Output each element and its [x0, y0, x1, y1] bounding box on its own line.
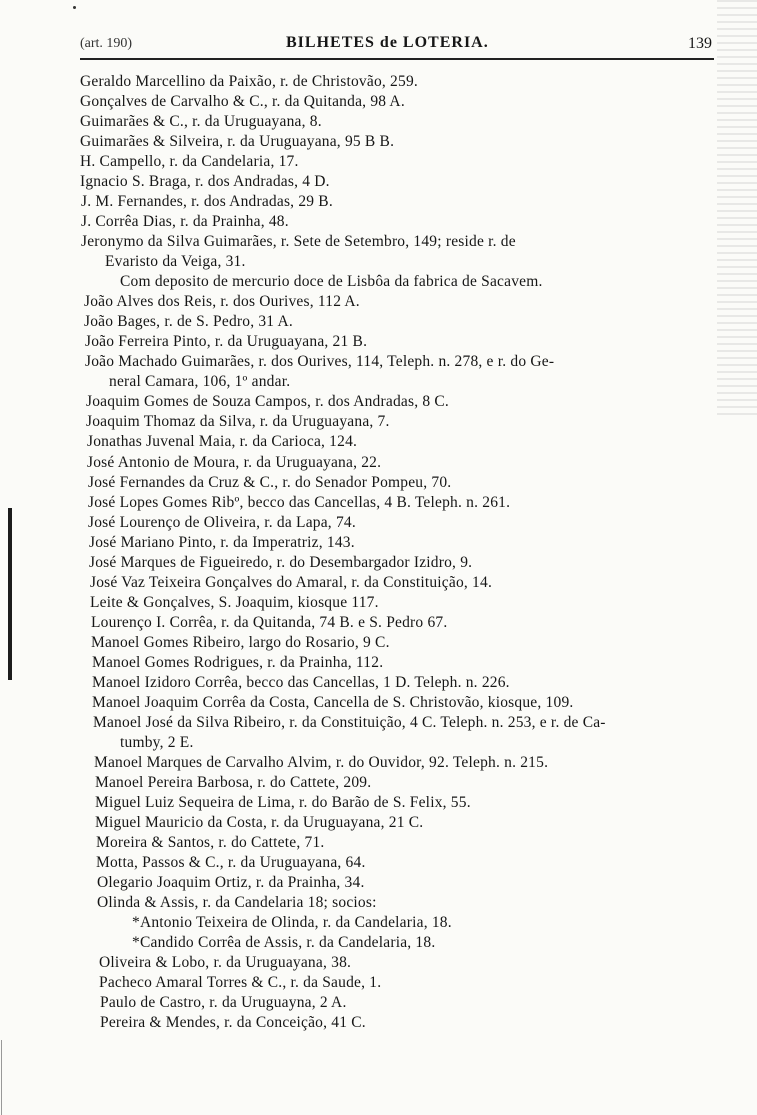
list-item: Olinda & Assis, r. da Candelaria 18; socios: — [97, 894, 377, 911]
list-item: Guimarães & Silveira, r. da Uruguayana, 95 B B. — [80, 133, 395, 150]
list-item: Jeronymo da Silva Guimarães, r. Sete de Setembro, 149; reside r. de — [81, 233, 516, 250]
list-item: Olegario Joaquim Ortiz, r. da Prainha, 34. — [97, 874, 365, 891]
margin-mark — [8, 508, 12, 680]
list-item: Manoel Pereira Barbosa, r. do Cattete, 209. — [95, 774, 372, 791]
list-item: H. Campello, r. da Candelaria, 17. — [80, 153, 299, 170]
list-item: João Ferreira Pinto, r. da Uruguayana, 21 B. — [85, 333, 368, 350]
list-item: José Antonio de Moura, r. da Uruguayana, 22. — [87, 454, 382, 471]
list-item: Manoel Izidoro Corrêa, becco das Cancellas, 1 D. Teleph. n. 226. — [92, 674, 510, 691]
list-item-continuation: tumby, 2 E. — [120, 734, 194, 751]
page-number: 139 — [688, 35, 712, 52]
list-item: Geraldo Marcellino da Paixão, r. de Christovão, 259. — [80, 73, 418, 90]
list-item: Guimarães & C., r. da Uruguayana, 8. — [80, 113, 322, 130]
list-item: Manoel José da Silva Ribeiro, r. da Constituição, 4 C. Teleph. n. 253, e r. de Ca- — [93, 714, 606, 731]
list-item: José Lourenço de Oliveira, r. da Lapa, 74. — [88, 514, 356, 531]
list-item: Jonathas Juvenal Maia, r. da Carioca, 124. — [87, 433, 358, 450]
list-item: Manoel Marques de Carvalho Alvim, r. do Ouvidor, 92. Teleph. n. 215. — [94, 754, 549, 771]
list-item: Pacheco Amaral Torres & C., r. da Saude, 1. — [99, 974, 382, 991]
list-item: João Alves dos Reis, r. dos Ourives, 112 A. — [84, 293, 360, 310]
list-item: José Fernandes da Cruz & C., r. do Senador Pompeu, 70. — [88, 474, 452, 491]
list-item: João Bages, r. de S. Pedro, 31 A. — [84, 313, 293, 330]
list-item: Joaquim Thomaz da Silva, r. da Uruguayana, 7. — [86, 413, 390, 430]
list-item: Oliveira & Lobo, r. da Uruguayana, 38. — [99, 954, 352, 971]
list-item: Moreira & Santos, r. do Cattete, 71. — [96, 834, 325, 851]
list-item: Motta, Passos & C., r. da Uruguayana, 64. — [96, 854, 366, 871]
article-reference: (art. 190) — [80, 36, 133, 51]
list-item: Manoel Joaquim Corrêa da Costa, Cancella de S. Christovão, kiosque, 109. — [92, 694, 574, 711]
list-subitem: *Candido Corrêa de Assis, r. da Candelaria, 18. — [132, 934, 436, 951]
list-item: Joaquim Gomes de Souza Campos, r. dos Andradas, 8 C. — [86, 393, 449, 410]
list-item: Lourenço I. Corrêa, r. da Quitanda, 74 B. e S. Pedro 67. — [91, 614, 448, 631]
list-item: Miguel Luiz Sequeira de Lima, r. do Barão de S. Felix, 55. — [95, 794, 471, 811]
list-item: Miguel Mauricio da Costa, r. da Uruguayana, 21 C. — [95, 814, 424, 831]
list-item-continuation: neral Camara, 106, 1º andar. — [109, 373, 291, 390]
list-item: J. M. Fernandes, r. dos Andradas, 29 B. — [81, 193, 333, 210]
list-item: Leite & Gonçalves, S. Joaquim, kiosque 117. — [90, 594, 379, 611]
page-edge-speckle — [717, 0, 757, 420]
section-title: BILHETES de LOTERIA. — [286, 34, 489, 51]
list-item: Ignacio S. Braga, r. dos Andradas, 4 D. — [80, 173, 330, 190]
page-header — [80, 34, 712, 56]
list-item-note: Com deposito de mercurio doce de Lisbôa da fabrica de Sacavem. — [120, 273, 543, 290]
list-item: Manoel Gomes Ribeiro, largo do Rosario, 9 C. — [91, 634, 390, 651]
list-subitem: *Antonio Teixeira de Olinda, r. da Candelaria, 18. — [132, 914, 452, 931]
list-item: J. Corrêa Dias, r. da Prainha, 48. — [81, 213, 289, 230]
list-item: Paulo de Castro, r. da Uruguayna, 2 A. — [100, 994, 347, 1011]
list-item-continuation: Evaristo da Veiga, 31. — [105, 253, 246, 270]
list-item: José Lopes Gomes Ribº, becco das Cancellas, 4 B. Teleph. n. 261. — [88, 494, 511, 511]
list-item: José Vaz Teixeira Gonçalves do Amaral, r. da Constituição, 14. — [90, 574, 493, 591]
ink-dot — [73, 6, 76, 9]
list-item: José Marques de Figueiredo, r. do Desembargador Izidro, 9. — [89, 554, 473, 571]
list-item: Pereira & Mendes, r. da Conceição, 41 C. — [100, 1014, 366, 1031]
list-item: José Mariano Pinto, r. da Imperatriz, 143. — [89, 534, 355, 551]
list-item: Gonçalves de Carvalho & C., r. da Quitanda, 98 A. — [80, 93, 405, 110]
list-item: Manoel Gomes Rodrigues, r. da Prainha, 112. — [92, 654, 384, 671]
list-item: João Machado Guimarães, r. dos Ourives, 114, Teleph. n. 278, e r. do Ge- — [85, 353, 555, 370]
margin-line — [1, 1040, 2, 1115]
header-rule — [80, 58, 714, 60]
